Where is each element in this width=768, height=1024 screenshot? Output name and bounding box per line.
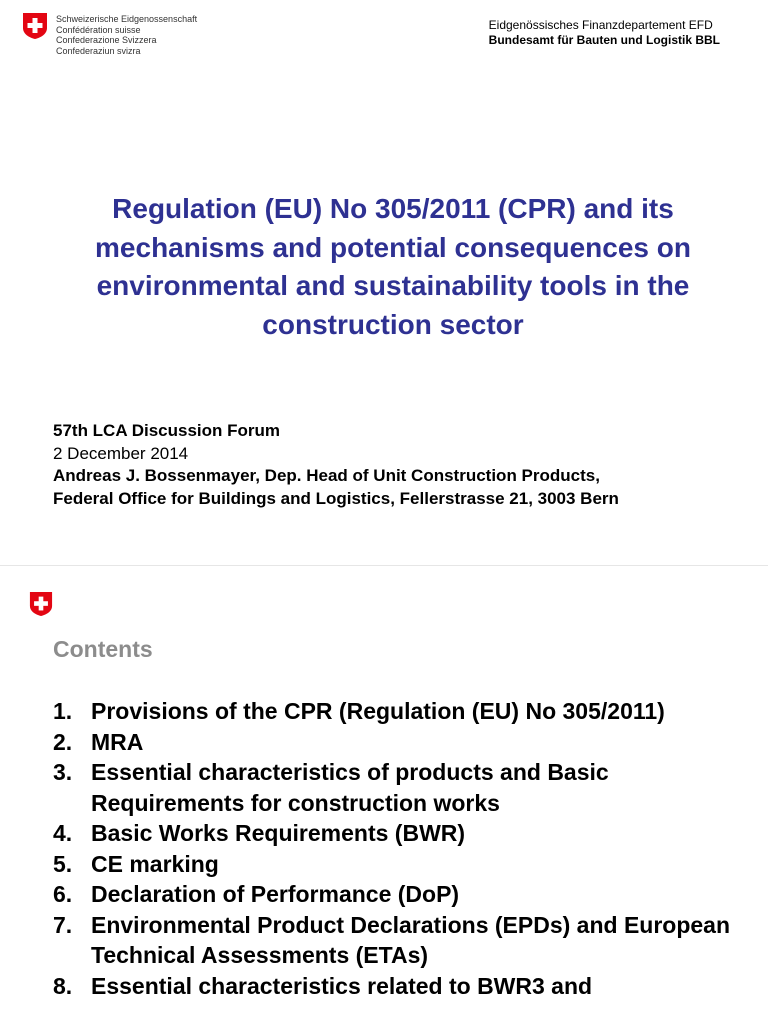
list-item [53, 818, 743, 849]
item-text: Provisions of the CPR (Regulation (EU) No 305/2011) [91, 698, 665, 724]
list-item [53, 910, 743, 971]
list-item [53, 696, 743, 727]
item-number: 3. [53, 759, 73, 785]
item-number: 4. [53, 820, 73, 846]
item-number: 1. [53, 698, 73, 724]
item-text: Essential characteristics related to BWR3 and [91, 972, 593, 999]
logo-line-4: Confederaziun svizra [56, 45, 141, 56]
event-date: 2 December 2014 [53, 443, 189, 463]
contents-heading: Contents [53, 636, 153, 662]
item-number: 2. [53, 728, 73, 755]
logo-text [56, 14, 197, 56]
item-number: 7. [53, 911, 73, 938]
presentation-title: Regulation (EU) No 305/2011 (CPR) and its mechanisms and potential consequences on environmental and sustainability tools in the construction sector [95, 193, 691, 340]
logo-line-1: Schweizerische Eidgenossenschaft [56, 14, 198, 24]
swiss-cross-icon [22, 12, 48, 40]
department-header [489, 18, 720, 48]
list-item [53, 757, 743, 818]
office-name: Bundesamt für Bauten und Logistik BBL [488, 33, 720, 47]
item-number: 6. [53, 881, 73, 907]
item-text: Basic Works Requirements (BWR) [91, 820, 466, 846]
list-item [53, 727, 743, 758]
swiss-confederation-logo [22, 12, 197, 56]
department-name: Eidgenössisches Finanzdepartement EFD [488, 18, 713, 32]
logo-line-2: Confédération suisse [56, 24, 141, 35]
list-item [53, 879, 743, 910]
item-text: MRA [91, 728, 144, 755]
item-number: 5. [53, 850, 73, 877]
author-line-1: Andreas J. Bossenmayer, Dep. Head of Unit Construction Products, [53, 466, 600, 485]
item-text: CE marking [91, 850, 219, 877]
list-item [53, 971, 743, 1002]
swiss-cross-icon [29, 591, 53, 622]
event-name: 57th LCA Discussion Forum [53, 421, 281, 440]
list-item [53, 849, 743, 880]
presentation-meta [53, 420, 743, 510]
logo-line-3: Confederazione Svizzera [56, 35, 157, 45]
item-number: 8. [53, 972, 73, 999]
item-text: Declaration of Performance (DoP) [91, 881, 460, 907]
author-line-2: Federal Office for Buildings and Logistics, Fellerstrasse 21, 3003 Bern [53, 488, 619, 508]
contents-slide [0, 566, 768, 1024]
item-text: Essential characteristics of products and Basic Requirements for construction works [91, 759, 609, 816]
item-text: Environmental Product Declarations (EPDs) and European Technical Assessments (ETAs) [91, 911, 731, 968]
contents-list [53, 696, 743, 1001]
